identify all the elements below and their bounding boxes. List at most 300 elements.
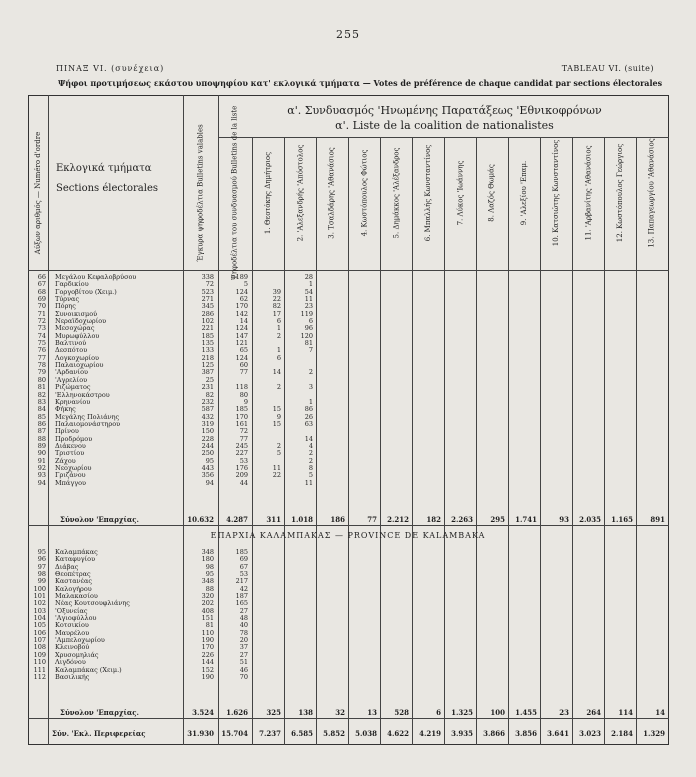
candidate-total: 325 <box>266 708 281 717</box>
row-number: 97 <box>37 562 46 571</box>
cell-cand2: 1 <box>308 397 313 406</box>
cell-cand1: 2 <box>276 441 281 450</box>
cell-valid: 135 <box>201 339 214 348</box>
row-number: 70 <box>37 302 46 311</box>
cell-valid: 338 <box>201 273 214 281</box>
cell-valid: 271 <box>201 295 214 304</box>
row-name: Βαλτινού <box>55 339 87 348</box>
cell-cand2: 11 <box>304 478 313 487</box>
block1-total-label: Σύνολον 'Επαρχίας. <box>60 515 139 524</box>
row-number: 73 <box>37 324 46 333</box>
grand-total-label: Σύν. 'Εκλ. Περιφερείας <box>52 729 146 738</box>
candidate-total: 1.018 <box>291 515 313 524</box>
row-number: 105 <box>33 621 46 630</box>
cell-list: 124 <box>235 353 248 362</box>
candidate-total: 186 <box>330 515 345 524</box>
cell-valid: 94 <box>205 478 214 487</box>
row-name: Βασιλικής <box>55 672 90 681</box>
row-name: Συνοικισμού <box>55 309 98 318</box>
block1-cand1 <box>254 274 281 487</box>
block2-list <box>220 549 248 681</box>
candidate-total: 3.935 <box>451 729 473 738</box>
cell-valid: 152 <box>201 665 214 674</box>
cell-valid: 133 <box>201 346 214 355</box>
row-name: Μεγάλου Κεφαλοβρύσου <box>55 273 137 281</box>
cell-list: 14 <box>239 317 248 326</box>
row-number: 80 <box>37 375 46 384</box>
cell-cand1: 17 <box>272 309 281 318</box>
candidate-total: 3.641 <box>547 729 569 738</box>
candidate-total: 5.852 <box>323 729 345 738</box>
candidate-total: 295 <box>490 515 505 524</box>
candidate-total: 891 <box>650 515 665 524</box>
candidate-total: 311 <box>266 515 281 524</box>
candidate-header: 11. 'Αρβανίτης 'Αθανάσιος <box>584 145 592 241</box>
candidate-total: 14 <box>655 708 665 717</box>
candidate-header: Ψηφοδέλτια του συνδυασμού Bulletins de la liste <box>230 105 239 281</box>
row-number: 91 <box>37 456 46 465</box>
row-number: 85 <box>37 412 46 421</box>
row-name: Ζάχου <box>55 456 76 465</box>
cell-cand1: 15 <box>272 405 281 414</box>
row-number: 77 <box>37 353 46 362</box>
row-name: Θεοπέτρας <box>55 570 91 579</box>
cell-list: 245 <box>235 441 248 450</box>
cell-list: 27 <box>239 606 248 615</box>
block1-numbers <box>28 274 46 487</box>
candidate-total: 114 <box>618 708 633 717</box>
row-number: 102 <box>33 599 46 608</box>
page-number: 255 <box>336 28 360 41</box>
row-name: 'Ελληνοκάστρου <box>55 390 110 399</box>
cell-list: 27 <box>239 650 248 659</box>
cell-valid: 180 <box>201 555 214 564</box>
cell-list: 185 <box>235 548 248 556</box>
candidate-total: 2.184 <box>611 729 633 738</box>
candidate-total: 6 <box>436 708 441 717</box>
cell-list: 187 <box>235 592 248 601</box>
cell-valid: 443 <box>201 463 214 472</box>
cell-list: 78 <box>239 628 248 637</box>
cell-cand2: 119 <box>300 309 313 318</box>
row-name: Προδρόμου <box>55 434 93 443</box>
cell-cand2: 23 <box>304 302 313 311</box>
row-name: Μεσοχώρας <box>55 324 95 333</box>
cell-valid: 98 <box>205 562 214 571</box>
grand-total-valid: 31.930 <box>187 729 214 738</box>
cell-list: 65 <box>239 346 248 355</box>
candidate-total: 32 <box>335 708 345 717</box>
cell-list: 62 <box>239 295 248 304</box>
cell-list: 142 <box>235 309 248 318</box>
cell-cand2: 3 <box>308 383 313 392</box>
candidate-total: 2.212 <box>387 515 409 524</box>
row-name: Λιγδόνου <box>55 658 86 667</box>
candidate-header: 4. Κωστόπουλος Φώτιος <box>360 149 368 237</box>
cell-list: 46 <box>239 665 248 674</box>
block1-total-list: 4.287 <box>226 515 248 524</box>
row-name: Μεγάλης Πολιάνης <box>55 412 120 421</box>
row-number: 101 <box>33 592 46 601</box>
candidate-total: 264 <box>586 708 601 717</box>
row-number: 111 <box>33 665 46 674</box>
cell-list: 53 <box>239 570 248 579</box>
row-name: Παλαιοχωρίου <box>55 361 104 370</box>
candidate-total: 3.856 <box>515 729 537 738</box>
cell-cand2: 2 <box>308 368 313 377</box>
cell-list: 170 <box>235 302 248 311</box>
cell-valid: 345 <box>201 302 214 311</box>
cell-list: 209 <box>235 471 248 480</box>
cell-valid: 408 <box>201 606 214 615</box>
candidate-total: 6.585 <box>291 729 313 738</box>
cell-valid: 319 <box>201 419 214 428</box>
cell-list: 53 <box>239 456 248 465</box>
cell-valid: 523 <box>201 287 214 296</box>
row-number: 110 <box>33 658 46 667</box>
row-name: Κοτσικίου <box>55 621 89 630</box>
cell-list: 227 <box>235 449 248 458</box>
block1-cand2 <box>286 274 313 487</box>
cell-cand1: 1 <box>276 346 281 355</box>
row-number: 67 <box>37 280 46 289</box>
candidate-total: 2.035 <box>579 515 601 524</box>
col-rule <box>48 95 49 745</box>
candidate-header: 13. Παπαγεωργίου 'Αθανάσιος <box>648 138 656 248</box>
row-number: 86 <box>37 419 46 428</box>
candidate-total: 1.455 <box>515 708 537 717</box>
row-name: Καστανέας <box>55 577 93 586</box>
row-number: 79 <box>37 368 46 377</box>
cell-cand2: 26 <box>304 412 313 421</box>
table-title-greek: ΠΙΝΑΞ VI. (συνέχεια) <box>56 64 165 73</box>
cell-cand2: 28 <box>304 273 313 281</box>
row-number: 87 <box>37 427 46 436</box>
cell-list: 185 <box>235 405 248 414</box>
cell-cand2: 2 <box>308 449 313 458</box>
cell-cand2: 81 <box>304 339 313 348</box>
cell-list: 20 <box>239 636 248 645</box>
row-name: Καλαμπάκας (Χειμ.) <box>55 665 122 674</box>
row-number: 106 <box>33 628 46 637</box>
row-name: Νέας Κουτσουφλιάνης <box>55 599 130 608</box>
row-number: 98 <box>37 570 46 579</box>
block1-valid <box>186 274 214 487</box>
cell-cand2: 11 <box>304 295 313 304</box>
row-name: Καλαμπάκας <box>55 548 98 556</box>
cell-valid: 144 <box>201 658 214 667</box>
cell-list: 5 <box>243 280 248 289</box>
candidate-header: 3. Τσαλδάρης 'Αθανάσιος <box>328 147 337 239</box>
candidate-total: 7.237 <box>259 729 281 738</box>
row-name: Μαλακασίου <box>55 592 98 601</box>
candidate-total: 528 <box>394 708 409 717</box>
candidate-header: 1. Θεοτόκης Δημήτριος <box>264 151 272 235</box>
row-name: Κρηνανίου <box>55 397 91 406</box>
row-number: 68 <box>37 287 46 296</box>
block2-names <box>55 549 130 681</box>
sections-header-greek: Εκλογικά τμήματα <box>56 163 152 174</box>
row-name: 'Αγιοφύλλου <box>55 614 97 623</box>
row-name: 'Οξυνείας <box>55 606 88 615</box>
cell-list: 170 <box>235 412 248 421</box>
row-number: 66 <box>37 273 46 281</box>
cell-cand2: 7 <box>308 346 313 355</box>
row-name: Πρίνου <box>55 427 79 436</box>
block1-total-valid: 10.632 <box>187 515 214 524</box>
cell-list: 165 <box>235 599 248 608</box>
row-name: Γαρδικίου <box>55 280 89 289</box>
cell-valid: 250 <box>201 449 214 458</box>
candidate-header: 10. Κατσιώτης Κωνσταντίνος <box>552 139 560 247</box>
row-number: 88 <box>37 434 46 443</box>
row-number: 93 <box>37 471 46 480</box>
cell-valid: 125 <box>201 361 214 370</box>
row-name: Νεοχωρίου <box>55 463 92 472</box>
row-name: Μυρωφύλλου <box>55 331 100 340</box>
cell-valid: 221 <box>201 324 214 333</box>
cell-cand2: 6 <box>308 317 313 326</box>
cell-cand1: 22 <box>272 471 281 480</box>
cell-list: 80 <box>239 390 248 399</box>
candidate-header: 8. Λαζός Θωμάς <box>488 164 497 222</box>
cell-list: 77 <box>239 368 248 377</box>
cell-cand1: 6 <box>276 317 281 326</box>
cell-valid: 218 <box>201 353 214 362</box>
cell-valid: 286 <box>201 309 214 318</box>
row-number: 76 <box>37 346 46 355</box>
candidate-total: 3.023 <box>579 729 601 738</box>
candidate-total: 93 <box>559 515 569 524</box>
cell-valid: 348 <box>201 548 214 556</box>
province-title: ΕΠΑΡΧΙΑ ΚΑΛΑΜΠΑΚΑΣ — PROVINCE DE KALAMBAKA <box>210 531 486 540</box>
row-number: 89 <box>37 441 46 450</box>
cell-valid: 72 <box>205 280 214 289</box>
cell-list: 121 <box>235 339 248 348</box>
cell-valid: 25 <box>205 375 214 384</box>
row-name: Χρυσομηλιάς <box>55 650 99 659</box>
row-name: Πόρης <box>55 302 76 311</box>
cell-valid: 170 <box>201 643 214 652</box>
cell-list: 69 <box>239 555 248 564</box>
row-name: Καταφυγίου <box>55 555 96 564</box>
row-name: Φήκης <box>55 405 76 414</box>
candidate-total: 23 <box>559 708 569 717</box>
cell-list: 70 <box>239 672 248 681</box>
cell-valid: 226 <box>201 650 214 659</box>
candidate-total: 182 <box>426 515 441 524</box>
candidate-header: 9. 'Αλεξίου 'Επαμ. <box>520 160 529 226</box>
table-title-french: TABLEAU VI. (suite) <box>561 64 654 73</box>
cell-valid: 320 <box>201 592 214 601</box>
sections-header-french: Sections électorales <box>56 183 159 194</box>
cell-list: 51 <box>239 658 248 667</box>
row-name: Διάκενου <box>55 441 86 450</box>
cell-valid: 81 <box>205 621 214 630</box>
candidate-total: 4.622 <box>387 729 409 738</box>
candidate-header: 6. Μπαλλής Κωνσταντίνος <box>424 144 433 242</box>
block2-total-label: Σύνολον 'Επαρχίας. <box>60 708 139 717</box>
row-number: 104 <box>33 614 46 623</box>
candidate-total: 100 <box>490 708 505 717</box>
row-number: 92 <box>37 463 46 472</box>
cell-cand1: 2 <box>276 383 281 392</box>
cell-cand2: 2 <box>308 456 313 465</box>
row-name: Νεραϊδοχωρίου <box>55 317 107 326</box>
cell-list: 161 <box>235 419 248 428</box>
block1-list <box>220 274 248 487</box>
cell-list: 217 <box>235 577 248 586</box>
cell-cand2: 8 <box>308 463 313 472</box>
cell-valid: 202 <box>201 599 214 608</box>
row-name: Καλογήρου <box>55 584 92 593</box>
cell-list: 42 <box>239 584 248 593</box>
block2-total-valid: 3.524 <box>192 708 214 717</box>
row-number: 94 <box>37 478 46 487</box>
row-name: Μαυρέλου <box>55 628 90 637</box>
row-number: 107 <box>33 636 46 645</box>
cell-list: 176 <box>235 463 248 472</box>
cell-valid: 231 <box>201 383 214 392</box>
cell-cand1: 1 <box>276 324 281 333</box>
candidate-total: 138 <box>298 708 313 717</box>
coalition-title-greek: α'. Συνδυασμός 'Ηνωμένης Παρατάξεως 'Εθνικοφρόνων <box>287 104 602 117</box>
candidate-total: 13 <box>367 708 377 717</box>
cell-cand1: 14 <box>272 368 281 377</box>
row-name: Παλαιομονάστηρου <box>55 419 121 428</box>
cell-cand1: 5 <box>276 449 281 458</box>
cell-cand1 <box>254 428 281 435</box>
row-name: Μπάγγου <box>55 478 86 487</box>
row-name: Δεσπότου <box>55 346 88 355</box>
cell-list: 77 <box>239 434 248 443</box>
candidate-total: 1.329 <box>643 729 665 738</box>
cell-cand1: 15 <box>272 419 281 428</box>
cell-cand2: 5 <box>308 471 313 480</box>
cell-list: 72 <box>239 427 248 436</box>
candidate-header: 2. 'Αλεξανδρής 'Απόστολος <box>296 144 304 242</box>
row-number: 78 <box>37 361 46 370</box>
cell-cand1: 82 <box>272 302 281 311</box>
cell-list: 147 <box>235 331 248 340</box>
block2-numbers <box>28 549 46 681</box>
row-name: 'Αμπελοχωρίου <box>55 636 105 645</box>
row-number: 83 <box>37 397 46 406</box>
cell-valid: 102 <box>201 317 214 326</box>
row-name: Ριζώματος <box>55 383 91 392</box>
cell-cand2: 63 <box>304 419 313 428</box>
cell-valid: 95 <box>205 570 214 579</box>
row-number: 69 <box>37 295 46 304</box>
row-number: 84 <box>37 405 46 414</box>
cell-list: 124 <box>235 287 248 296</box>
cell-cand2: 96 <box>304 324 313 333</box>
candidate-total: 5.038 <box>355 729 377 738</box>
cell-cand2 <box>286 355 313 362</box>
cell-valid: 432 <box>201 412 214 421</box>
row-number: 72 <box>37 317 46 326</box>
row-number: 90 <box>37 449 46 458</box>
cell-list: 44 <box>239 478 248 487</box>
candidate-total: 4.219 <box>419 729 441 738</box>
cell-cand1 <box>254 392 281 399</box>
coalition-title-french: α'. Liste de la coalition de nationalistes <box>335 119 554 132</box>
cell-cand1: 11 <box>272 463 281 472</box>
cell-valid: 82 <box>205 390 214 399</box>
row-number: 109 <box>33 650 46 659</box>
candidate-total: 77 <box>367 515 377 524</box>
cell-valid: 232 <box>201 397 214 406</box>
row-name: Διάβας <box>55 562 79 571</box>
cell-list: 67 <box>239 562 248 571</box>
row-number: 100 <box>33 584 46 593</box>
cell-cand2: 14 <box>304 434 313 443</box>
cell-list: 9 <box>243 397 248 406</box>
cell-list: 37 <box>239 643 248 652</box>
cell-cand1: 9 <box>276 412 281 421</box>
cell-list: 118 <box>235 383 248 392</box>
candidate-header: 7. Λύκος 'Ιωάννης <box>456 160 465 226</box>
row-number: 95 <box>37 548 46 556</box>
valid-ballots-header: Έγκυρα ψηφοδέλτια Bulletins valables <box>197 124 206 262</box>
cell-cand1: 6 <box>276 353 281 362</box>
candidate-total: 1.165 <box>611 515 633 524</box>
row-number: 99 <box>37 577 46 586</box>
cell-valid: 244 <box>201 441 214 450</box>
cell-valid: 95 <box>205 456 214 465</box>
cell-valid: 387 <box>201 368 214 377</box>
block2-valid <box>186 549 214 681</box>
row-number: 82 <box>37 390 46 399</box>
row-number: 74 <box>37 331 46 340</box>
cell-cand1 <box>254 480 281 487</box>
block1-names <box>55 274 136 487</box>
row-name: Τύρνας <box>55 295 80 304</box>
row-name: Τριστίου <box>55 449 85 458</box>
row-name: 'Αγρελίου <box>55 375 88 384</box>
cell-valid: 110 <box>201 628 214 637</box>
cell-cand2: 4 <box>308 441 313 450</box>
cell-cand2: 1 <box>308 280 313 289</box>
cell-cand1: 39 <box>272 287 281 296</box>
cell-cand2: 86 <box>304 405 313 414</box>
cell-list: 60 <box>239 361 248 370</box>
cell-valid: 185 <box>201 331 214 340</box>
candidate-total: 1.741 <box>515 515 537 524</box>
cell-list: 40 <box>239 621 248 630</box>
cell-list: 124 <box>235 324 248 333</box>
row-name: Λογκοχωρίου <box>55 353 99 362</box>
number-column-header: Αύξων αριθμός — Numéro d'ordre <box>34 131 42 255</box>
row-number: 71 <box>37 309 46 318</box>
table-subtitle: Ψήφοι προτιμήσεως εκάστου υποψηφίου κατ' εκλογικά τμήματα — Votes de préférence de chaque candidat par sections électorales <box>58 78 663 88</box>
cell-valid: 348 <box>201 577 214 586</box>
row-name: Κλεινοβού <box>55 643 90 652</box>
cell-valid: 228 <box>201 434 214 443</box>
cell-valid: 190 <box>201 672 214 681</box>
row-name: Γοργοβίτου (Χειμ.) <box>55 287 117 296</box>
row-number: 75 <box>37 339 46 348</box>
cell-cand2: 54 <box>304 287 313 296</box>
cell-valid: 150 <box>201 427 214 436</box>
grand-total-list: 15.704 <box>221 729 248 738</box>
candidate-header: 12. Κωστόπουλος Γεώργιος <box>616 143 624 243</box>
cell-valid: 356 <box>201 471 214 480</box>
candidate-total: 1.325 <box>451 708 473 717</box>
cell-cand1: 2 <box>276 331 281 340</box>
cell-list: 189 <box>235 273 248 281</box>
candidate-total: 3.866 <box>483 729 505 738</box>
